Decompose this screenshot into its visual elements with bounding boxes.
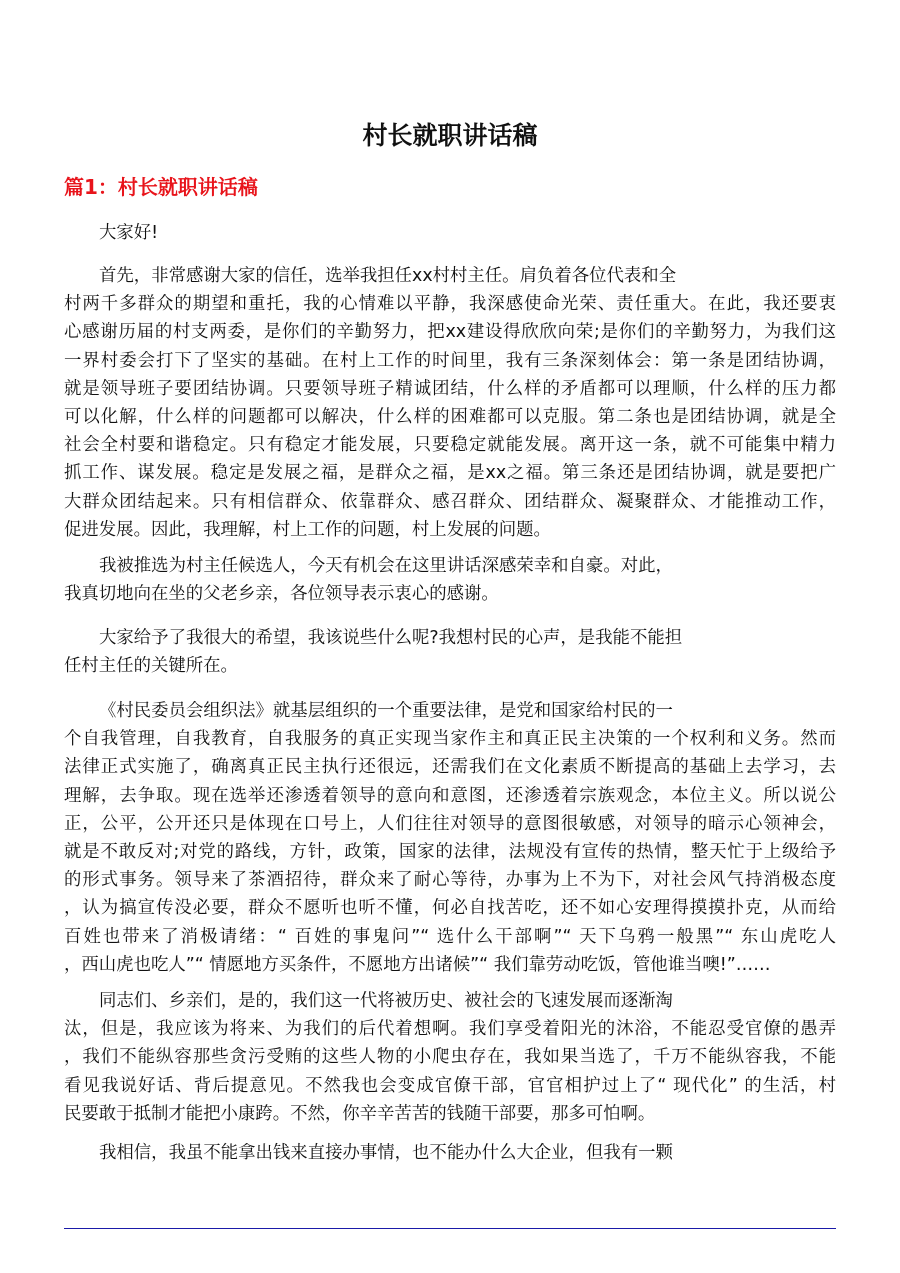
paragraph-line: 社会全村要和谐稳定。只有稳定才能发展，只要稳定就能发展。离开这一条，就不可能集中精力 [64, 435, 836, 456]
paragraph [64, 697, 836, 979]
paragraph-line: 任村主任的关键所在。 [64, 656, 238, 677]
paragraph-line: 汰，但是，我应该为将来、为我们的后代着想啊。我们享受着阳光的沐浴，不能忍受官僚的愚弄 [64, 1019, 836, 1040]
paragraph-line: 心感谢历届的村支两委，是你们的辛勤努力，把xx建设得欣欣向荣;是你们的辛勤努力，为我们这 [64, 322, 836, 343]
paragraph-line: ，西山虎也吃人”“ 情愿地方买条件，不愿地方出诸候”“ 我们靠劳动吃饭，管他谁当噢!”…… [64, 954, 771, 975]
paragraph-line: 抓工作、谋发展。稳定是发展之福，是群众之福，是xx之福。第三条还是团结协调，就是要把广 [64, 463, 836, 484]
section-heading: 篇1：村长就职讲话稿 [64, 175, 258, 199]
paragraph [64, 552, 836, 608]
paragraph-line: 《村民委员会组织法》就基层组织的一个重要法律，是党和国家给村民的一 [99, 701, 673, 721]
paragraph-line: 村两千多群众的期望和重托，我的心情难以平静，我深感使命光荣、责任重大。在此，我还要衷 [64, 294, 836, 315]
paragraph-line: 就是不敢反对;对党的路线，方针，政策，国家的法律，法规没有宣传的热情，整天忙于上级给予 [64, 841, 836, 862]
paragraph-line: 百姓也带来了消极请绪：“ 百姓的事鬼问”“ 选什么干部啊”“ 天下乌鸦一般黑”“ 东山虎吃人 [64, 926, 836, 947]
paragraph-line: 促进发展。因此，我理解，村上工作的问题，村上发展的问题。 [64, 519, 551, 540]
paragraph [64, 262, 836, 544]
paragraph-line: 的形式事务。领导来了茶酒招待，群众来了耐心等待，办事为上不为下，对社会风气持消极态度 [64, 870, 836, 891]
paragraph-line: 个自我管理，自我教育，自我服务的真正实现当家作主和真正民主决策的一个权利和义务。然而 [64, 729, 836, 750]
paragraph-line: ，认为搞宣传没必要，群众不愿听也听不懂，何必自找苦吃，还不如心安理得摸摸扑克，从而给 [64, 898, 836, 919]
paragraph-line: 大家给予了我很大的希望，我该说些什么呢?我想村民的心声，是我能不能担 [99, 628, 683, 648]
paragraph [64, 624, 836, 680]
footer-divider [64, 1228, 836, 1229]
paragraph-line: 我相信，我虽不能拿出钱来直接办事情，也不能办什么大企业，但我有一颗 [99, 1143, 673, 1163]
paragraph-line: ，我们不能纵容那些贪污受贿的这些人物的小爬虫存在，我如果当选了，千万不能纵容我，不能 [64, 1047, 836, 1068]
paragraph-line: 民要敢于抵制才能把小康跨。不然，你辛辛苦苦的钱随干部要，那多可怕啊。 [64, 1103, 656, 1124]
paragraph [64, 1139, 836, 1167]
paragraph-line: 首先，非常感谢大家的信任，选举我担任xx村村主任。肩负着各位代表和全 [99, 266, 677, 286]
paragraph-line: 法律正式实施了，确离真正民主执行还很远，还需我们在文化素质不断提高的基础上去学习，去 [64, 757, 836, 778]
paragraph-line: 大群众团结起来。只有相信群众、依靠群众、感召群众、团结群众、凝聚群众、才能推动工作， [64, 491, 836, 512]
paragraph-line: 看见我说好话、背后提意见。不然我也会变成官僚干部，官官相护过上了“ 现代化” 的生活，村 [64, 1075, 836, 1096]
paragraph-line: 一界村委会打下了坚实的基础。在村上工作的时间里，我有三条深刻体会：第一条是团结协调， [64, 350, 836, 371]
paragraph-line: 就是领导班子要团结协调。只要领导班子精诚团结，什么样的矛盾都可以理顺，什么样的压力都 [64, 378, 836, 399]
paragraph-line: 我被推选为村主任候选人，今天有机会在这里讲话深感荣幸和自豪。对此， [99, 556, 673, 576]
paragraph-line: 理解，去争取。现在选举还渗透着领导的意向和意图，还渗透着宗族观念，本位主义。所以说公 [64, 785, 836, 806]
paragraph [64, 987, 836, 1128]
paragraph-line: 正，公平，公开还只是体现在口号上，人们往往对领导的意图很敏感，对领导的暗示心领神会， [64, 813, 836, 834]
document-title: 村长就职讲话稿 [362, 121, 538, 150]
paragraph-line: 大家好! [99, 223, 159, 243]
paragraph-line: 我真切地向在坐的父老乡亲，各位领导表示衷心的感谢。 [64, 584, 499, 605]
paragraph-line: 同志们、乡亲们，是的，我们这一代将被历史、被社会的飞速发展而逐渐淘 [99, 991, 673, 1011]
paragraph-line: 可以化解，什么样的问题都可以解决，什么样的困难都可以克服。第二条也是团结协调，就是全 [64, 406, 836, 427]
paragraph [64, 219, 836, 247]
